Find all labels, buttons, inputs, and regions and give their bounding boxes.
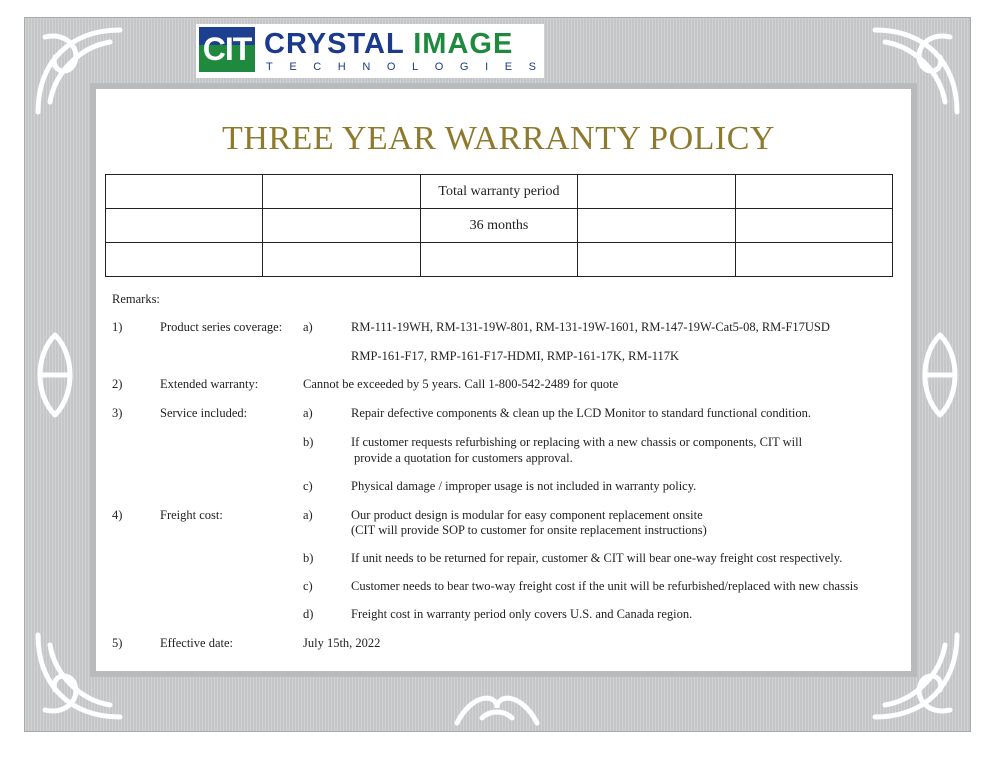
remark-sub-letter: c)	[303, 479, 313, 493]
remark-sub-letter: b)	[303, 435, 314, 449]
remark-text-line: Freight cost in warranty period only covers U.S. and Canada region.	[351, 607, 693, 621]
remark-sub-letter: b)	[303, 551, 314, 565]
page-title: THREE YEAR WARRANTY POLICY	[222, 120, 775, 157]
remark-text-line: provide a quotation for customers approval.	[354, 451, 573, 465]
remark-text-line: RMP-161-F17, RMP-161-F17-HDMI, RMP-161-17K, RM-117K	[351, 349, 680, 363]
remark-number: 5)	[112, 636, 123, 650]
table-cell: Total warranty period	[420, 175, 577, 209]
logo-name: CRYSTAL IMAGE	[264, 28, 514, 60]
remark-text-line: Our product design is modular for easy component replacement onsite	[351, 508, 703, 522]
remark-sub-letter: a)	[303, 406, 313, 420]
logo-subtitle: TECHNOLOGIES	[266, 61, 553, 73]
remark-number: 1)	[112, 320, 123, 334]
remark-text-line: Physical damage / improper usage is not included in warranty policy.	[351, 479, 697, 493]
remark-sub-letter: a)	[303, 320, 313, 334]
remark-sub-letter: c)	[303, 579, 313, 593]
remark-text-line: Repair defective components & clean up the LCD Monitor to standard functional condition.	[351, 406, 811, 420]
logo-mark: CIT	[199, 27, 255, 72]
remark-label: Freight cost:	[160, 508, 223, 522]
remark-text-line: If customer requests refurbishing or replacing with a new chassis or components, CIT will	[351, 435, 803, 449]
remark-text-line: If unit needs to be returned for repair, customer & CIT will bear one-way freight cost respectively.	[351, 551, 843, 565]
remark-label: Effective date:	[160, 636, 233, 650]
remark-label: Service included:	[160, 406, 248, 420]
remark-number: 3)	[112, 406, 123, 420]
table-cell: 36 months	[420, 209, 577, 243]
remark-label: Extended warranty:	[160, 377, 259, 391]
remark-sub-letter: d)	[303, 607, 314, 621]
remark-text-line: Customer needs to bear two-way freight cost if the unit will be refurbished/replaced with new chassis	[351, 579, 859, 593]
remark-text-line: RM-111-19WH, RM-131-19W-801, RM-131-19W-1601, RM-147-19W-Cat5-08, RM-F17USD	[351, 320, 830, 334]
remark-sub-letter: a)	[303, 508, 313, 522]
remark-number: 4)	[112, 508, 123, 522]
remarks-heading: Remarks:	[112, 292, 160, 306]
remark-text-line: July 15th, 2022	[303, 636, 381, 650]
remark-label: Product series coverage:	[160, 320, 283, 334]
remark-text-line: (CIT will provide SOP to customer for onsite replacement instructions)	[351, 523, 707, 537]
remark-text-line: Cannot be exceeded by 5 years. Call 1-800-542-2489 for quote	[303, 377, 619, 391]
remark-number: 2)	[112, 377, 123, 391]
